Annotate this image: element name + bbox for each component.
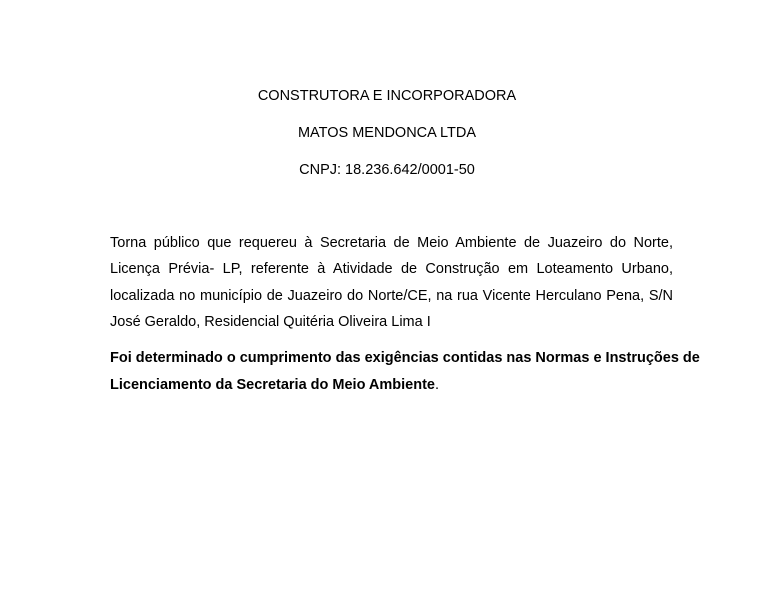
notice-line: localizada no município de Juazeiro do Norte/CE, na rua Vicente Herculano Pena, S/N — [110, 288, 673, 304]
company-name-line-1: CONSTRUTORA E INCORPORADORA — [257, 88, 517, 104]
cnpj-line: CNPJ: 18.236.642/0001-50 — [299, 162, 475, 178]
notice-line: José Geraldo, Residencial Quitéria Oliveira Lima I — [110, 314, 431, 330]
determination-bold-text: Licenciamento da Secretaria do Meio Ambiente — [110, 377, 435, 393]
determination-line-1: Foi determinado o cumprimento das exigências contidas nas Normas e Instruções de — [110, 350, 700, 366]
determination-period: . — [435, 377, 440, 393]
notice-line: Licença Prévia- LP, referente à Atividade de Construção em Loteamento Urbano, — [110, 261, 673, 277]
company-name-line-2: MATOS MENDONCA LTDA — [297, 125, 477, 141]
notice-line: Torna público que requereu à Secretaria de Meio Ambiente de Juazeiro do Norte, — [110, 235, 673, 251]
determination-line-2 — [110, 376, 673, 394]
